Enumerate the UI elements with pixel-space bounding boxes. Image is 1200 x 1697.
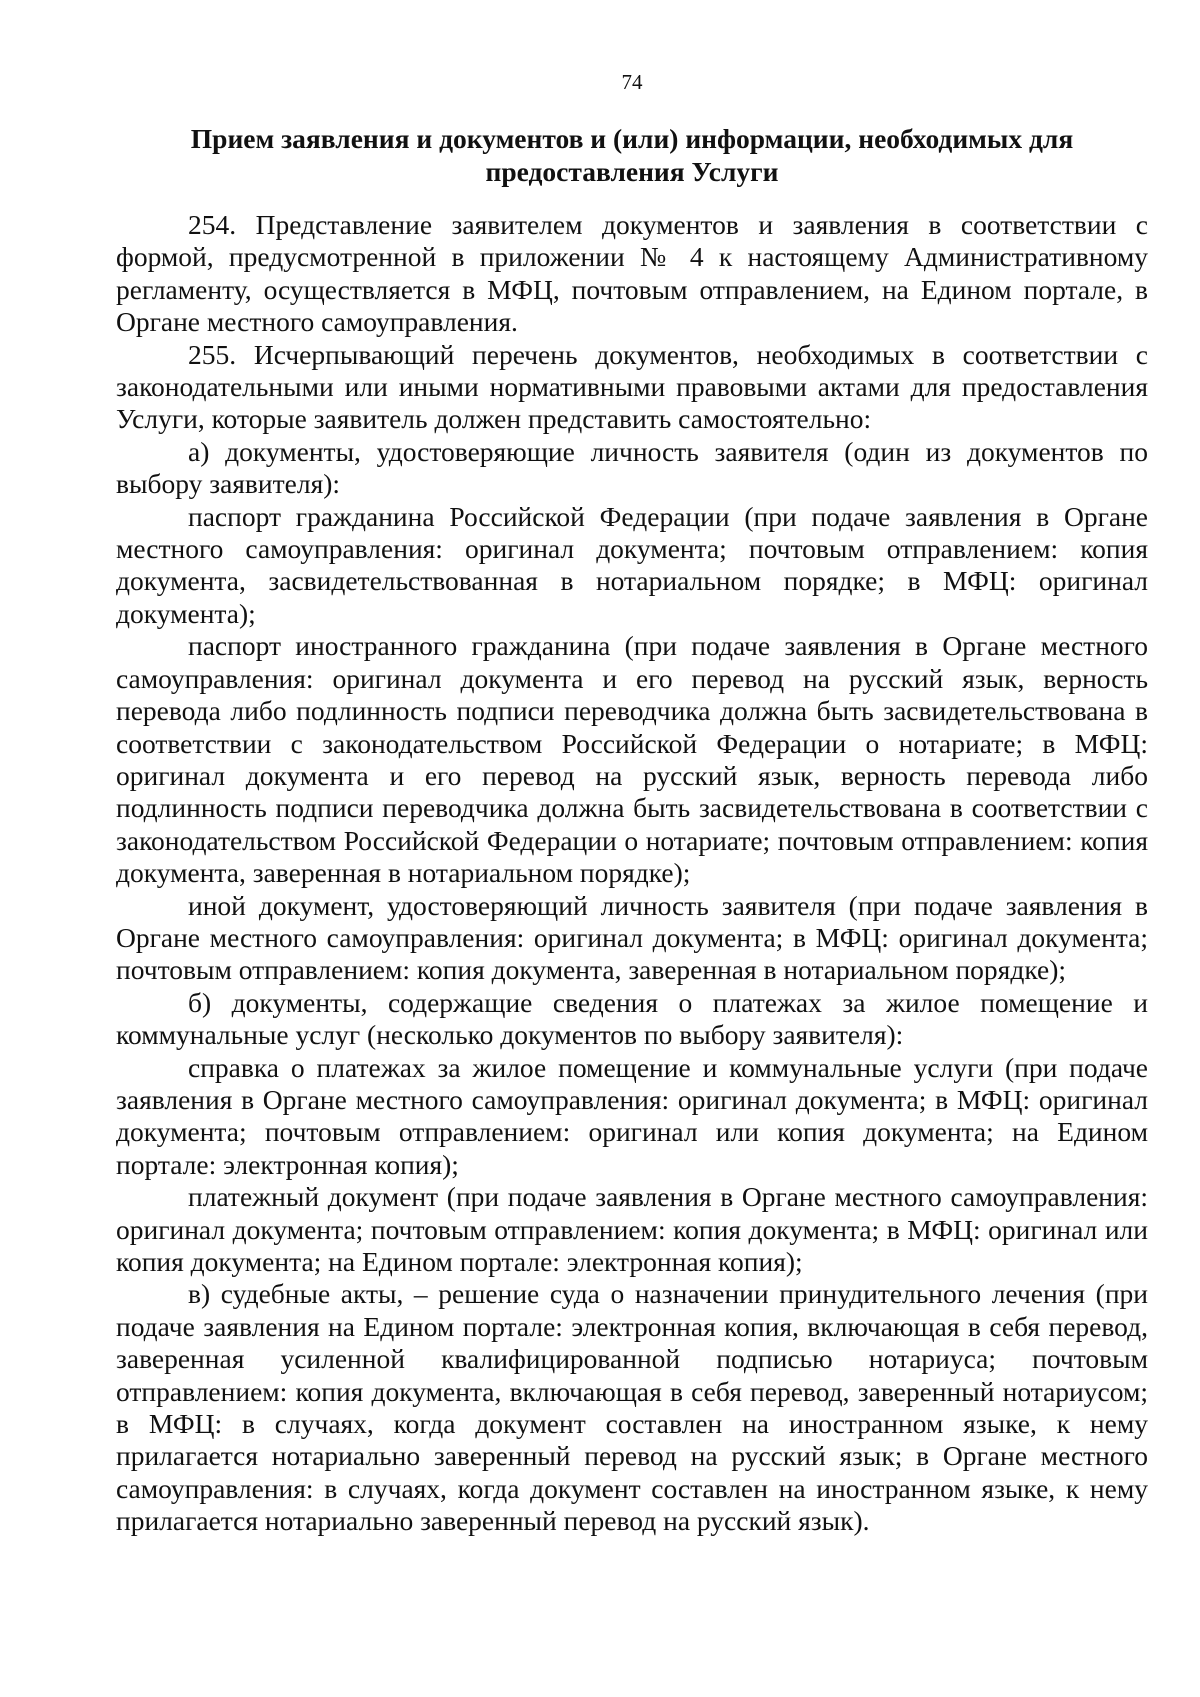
list-item-a: а) документы, удостоверяющие личность заявителя (один из документов по выбору заявителя): <box>116 435 1148 500</box>
list-item-passport-rf: паспорт гражданина Российской Федерации (при подаче заявления в Органе местного самоуправления: оригинал документа; почтовым отправлением: копия документа, засвидетельствованная в нотариальном порядке; в МФЦ: оригинал документа); <box>116 500 1148 629</box>
list-item-payment-document: платежный документ (при подаче заявления в Органе местного самоуправления: оригинал документа; почтовым отправлением: копия документа; в МФЦ: оригинал или копия документа; на Едином портале: электронная копия); <box>116 1181 1148 1277</box>
list-item-passport-foreign: паспорт иностранного гражданина (при подаче заявления в Органе местного самоуправления: оригинал документа и его перевод на русский язык, верность перевода либо подлинность подписи переводчика должна быть засвидетельствована в соответствии с законодательством Российской Федерации о нотариате; в МФЦ: оригинал документа и его перевод на русский язык, верность перевода либо подлинность подписи переводчика должна быть засвидетельствована в соответствии с законодательством Российской Федерации о нотариате; почтовым отправлением: копия документа, заверенная в нотариальном порядке); <box>116 630 1148 889</box>
list-item-b: б) документы, содержащие сведения о платежах за жилое помещение и коммунальные услуг (несколько документов по выбору заявителя): <box>116 986 1148 1051</box>
list-item-other-id-document: иной документ, удостоверяющий личность заявителя (при подаче заявления в Органе местного самоуправления: оригинал документа; в МФЦ: оригинал документа; почтовым отправлением: копия документа, заверенная в нотариальном порядке); <box>116 889 1148 986</box>
list-item-payment-certificate: справка о платежах за жилое помещение и коммунальные услуги (при подаче заявления в Органе местного самоуправления: оригинал документа; в МФЦ: оригинал документа; почтовым отправлением: оригинал или копия документа; на Едином портале: электронная копия); <box>116 1051 1148 1180</box>
section-heading <box>116 122 1148 188</box>
section-heading-line-2: предоставления Услуги <box>485 156 779 187</box>
paragraph-254: 254. Представление заявителем документов и заявления в соответствии с формой, предусмотренной в приложении № 4 к настоящему Административному регламенту, осуществляется в МФЦ, почтовым отправлением, на Едином портале, в Органе местного самоуправления. <box>116 209 1148 338</box>
list-item-v: в) судебные акты, – решение суда о назначении принудительного лечения (при подаче заявления на Едином портале: электронная копия, включающая в себя перевод, заверенная усиленной квалифицированной подписью нотариуса; почтовым отправлением: копия документа, включающая в себя перевод, заверенный нотариусом; в МФЦ: в случаях, когда документ составлен на иностранном языке, к нему прилагается нотариально заверенный перевод на русский язык; в Органе местного самоуправления: в случаях, когда документ составлен на иностранном языке, к нему прилагается нотариально заверенный перевод на русский язык). <box>116 1278 1148 1537</box>
section-heading-line-1: Прием заявления и документов и (или) информации, необходимых для <box>190 123 1074 154</box>
document-body <box>116 209 1148 1538</box>
paragraph-255: 255. Исчерпывающий перечень документов, необходимых в соответствии с законодательными или иными нормативными правовыми актами для предоставления Услуги, которые заявитель должен представить самостоятельно: <box>116 338 1148 435</box>
page-number: 74 <box>621 70 643 94</box>
